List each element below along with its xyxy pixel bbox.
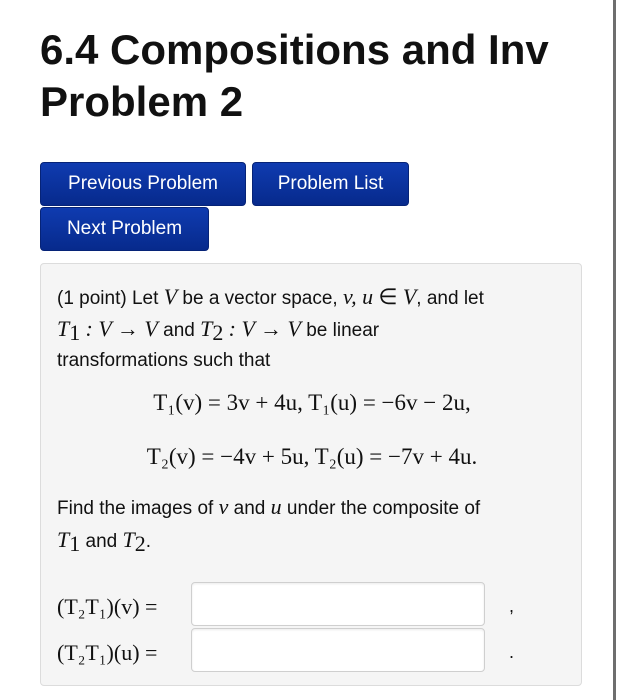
answer-label-u: (T₂T₁)(u) = [57,640,158,665]
find-T1: T [57,527,70,552]
math-in: ∈ [378,284,398,309]
problem-intro [57,282,567,376]
find-T1-sub: 1 [69,531,81,556]
previous-problem-button[interactable]: Previous Problem [40,162,246,206]
math-V2: V [402,284,417,309]
math-map1: : V → V [85,316,158,341]
math-vu: v, u [342,284,374,309]
answer-input-u[interactable] [191,628,485,672]
math-T1-sub: 1 [69,320,81,345]
problem-list-button[interactable]: Problem List [252,162,409,206]
find-T2: T [122,527,135,552]
equation-line-1: T₁(v) = 3v + 4u, T₁(u) = −6v − 2u, [153,390,471,415]
next-problem-button[interactable]: Next Problem [40,207,209,251]
vector-space-text: be a vector space, [182,288,338,309]
be-linear-text: be linear [306,320,380,341]
find-images-text [57,491,567,557]
find-end: . [145,531,152,552]
find-u: u [270,494,282,519]
page-title-line1: 6.4 Compositions and Inv [40,26,549,73]
math-T2: T [200,316,213,341]
equation-line-2: T₂(v) = −4v + 5u, T₂(u) = −7v + 4u. [146,444,478,469]
page-edge-scrollbar [613,0,616,700]
math-V: V [163,284,178,309]
and-text: and [163,320,195,341]
find-v: v [218,494,229,519]
transformations-text: transformations such that [57,350,271,371]
math-map2: : V → V [228,316,301,341]
page-title-line2: Problem 2 [40,78,244,125]
answer-input-v[interactable] [191,582,485,626]
and-let-text: , and let [416,288,484,309]
points-text: (1 point) Let [57,288,159,309]
problem-statement-box [40,263,582,686]
math-T1: T [57,316,70,341]
find-T2-sub: 2 [134,531,146,556]
find-and: and [233,498,266,519]
answer-punct-v: , [509,596,515,616]
find-text: Find the images of [57,498,214,519]
find-rest: under the composite of [286,498,481,519]
page-title [40,24,612,128]
answer-punct-u: . [509,642,515,662]
math-T2-sub: 2 [212,320,224,345]
find-and2: and [85,531,118,552]
answer-label-v: (T₂T₁)(v) = [57,594,158,619]
